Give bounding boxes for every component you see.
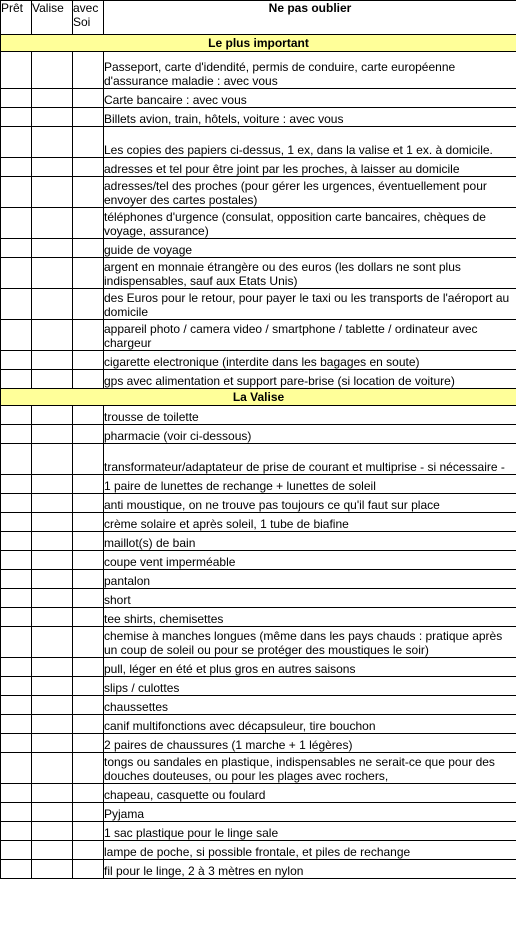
checklist-row: [1, 734, 516, 753]
check-avec-soi-cell[interactable]: [73, 608, 104, 627]
item-text-cell[interactable]: short: [104, 589, 516, 608]
check-valise-cell[interactable]: [32, 425, 73, 444]
item-text-cell[interactable]: adresses et tel pour être joint par les proches, à laisser au domicile: [104, 158, 516, 177]
checklist-row: [1, 494, 516, 513]
check-avec-soi-cell[interactable]: [73, 822, 104, 841]
check-valise-cell[interactable]: [32, 258, 73, 289]
check-pret-cell[interactable]: [1, 513, 32, 532]
check-avec-soi-cell[interactable]: [73, 658, 104, 677]
check-pret-cell[interactable]: [1, 444, 32, 475]
header-valise[interactable]: Valise: [32, 1, 73, 35]
check-valise-cell[interactable]: [32, 841, 73, 860]
checklist-row: [1, 370, 516, 389]
check-avec-soi-cell[interactable]: [73, 208, 104, 239]
header-pret[interactable]: Prêt: [1, 1, 32, 35]
checklist-row: [1, 784, 516, 803]
check-valise-cell[interactable]: [32, 570, 73, 589]
check-pret-cell[interactable]: [1, 127, 32, 158]
checklist-row: [1, 406, 516, 425]
checklist-row: [1, 608, 516, 627]
section-header: [1, 389, 516, 406]
check-pret-cell[interactable]: [1, 351, 32, 370]
header-row: [1, 1, 516, 35]
item-text-cell[interactable]: 1 sac plastique pour le linge sale: [104, 822, 516, 841]
check-valise-cell[interactable]: [32, 551, 73, 570]
check-avec-soi-cell[interactable]: [73, 127, 104, 158]
checklist-row: [1, 589, 516, 608]
check-valise-cell[interactable]: [32, 658, 73, 677]
checklist-row: [1, 860, 516, 879]
item-text-cell[interactable]: pantalon: [104, 570, 516, 589]
check-pret-cell[interactable]: [1, 320, 32, 351]
check-valise-cell[interactable]: [32, 475, 73, 494]
checklist-row: [1, 52, 516, 89]
check-pret-cell[interactable]: [1, 551, 32, 570]
check-valise-cell[interactable]: [32, 158, 73, 177]
checklist-row: [1, 753, 516, 784]
check-valise-cell[interactable]: [32, 513, 73, 532]
checklist-row: [1, 532, 516, 551]
header-ne-pas-oublier[interactable]: Ne pas oublier: [104, 1, 516, 35]
check-avec-soi-cell[interactable]: [73, 239, 104, 258]
check-valise-cell[interactable]: [32, 370, 73, 389]
check-avec-soi-cell[interactable]: [73, 425, 104, 444]
checklist-row: [1, 841, 516, 860]
item-text-cell[interactable]: Les copies des papiers ci-dessus, 1 ex, dans la valise et 1 ex. à domicile.: [104, 127, 516, 158]
checklist-row: [1, 89, 516, 108]
check-pret-cell[interactable]: [1, 475, 32, 494]
check-avec-soi-cell[interactable]: [73, 108, 104, 127]
checklist-row: [1, 822, 516, 841]
item-text-cell[interactable]: adresses/tel des proches (pour gérer les urgences, éventuellement pour envoyer des cartes postales): [104, 177, 516, 208]
check-avec-soi-cell[interactable]: [73, 444, 104, 475]
item-text-cell[interactable]: tongs ou sandales en plastique, indispensables ne serait-ce que pour des douches douteuses, ou pour les plages avec rochers,: [104, 753, 516, 784]
check-avec-soi-cell[interactable]: [73, 734, 104, 753]
item-text-cell[interactable]: des Euros pour le retour, pour payer le taxi ou les transports de l'aéroport au domicile: [104, 289, 516, 320]
item-text-cell[interactable]: guide de voyage: [104, 239, 516, 258]
check-avec-soi-cell[interactable]: [73, 370, 104, 389]
check-avec-soi-cell[interactable]: [73, 589, 104, 608]
item-text-cell[interactable]: argent en monnaie étrangère ou des euros (les dollars ne sont plus indispensables, sauf aux Etats Unis): [104, 258, 516, 289]
check-valise-cell[interactable]: [32, 406, 73, 425]
check-avec-soi-cell[interactable]: [73, 289, 104, 320]
checklist-row: [1, 513, 516, 532]
checklist-row: [1, 715, 516, 734]
checklist-row: [1, 803, 516, 822]
check-pret-cell[interactable]: [1, 177, 32, 208]
check-avec-soi-cell[interactable]: [73, 351, 104, 370]
check-avec-soi-cell[interactable]: [73, 696, 104, 715]
check-valise-cell[interactable]: [32, 784, 73, 803]
checklist-row: [1, 158, 516, 177]
check-avec-soi-cell[interactable]: [73, 177, 104, 208]
check-avec-soi-cell[interactable]: [73, 406, 104, 425]
check-pret-cell[interactable]: [1, 52, 32, 89]
section-title[interactable]: La Valise: [1, 389, 516, 406]
check-pret-cell[interactable]: [1, 258, 32, 289]
item-text-cell[interactable]: tee shirts, chemisettes: [104, 608, 516, 627]
check-avec-soi-cell[interactable]: [73, 570, 104, 589]
check-valise-cell[interactable]: [32, 108, 73, 127]
check-valise-cell[interactable]: [32, 494, 73, 513]
check-valise-cell[interactable]: [32, 696, 73, 715]
check-avec-soi-cell[interactable]: [73, 841, 104, 860]
item-text-cell[interactable]: canif multifonctions avec décapsuleur, tire bouchon: [104, 715, 516, 734]
check-valise-cell[interactable]: [32, 589, 73, 608]
checklist-row: [1, 239, 516, 258]
item-text-cell[interactable]: transformateur/adaptateur de prise de courant et multiprise - si nécessaire -: [104, 444, 516, 475]
checklist-row: [1, 320, 516, 351]
item-text-cell[interactable]: Pyjama: [104, 803, 516, 822]
check-pret-cell[interactable]: [1, 658, 32, 677]
check-valise-cell[interactable]: [32, 608, 73, 627]
item-text-cell[interactable]: appareil photo / camera video / smartphone / tablette / ordinateur avec chargeur: [104, 320, 516, 351]
check-pret-cell[interactable]: [1, 239, 32, 258]
check-pret-cell[interactable]: [1, 494, 32, 513]
checklist-row: [1, 127, 516, 158]
item-text-cell[interactable]: coupe vent imperméable: [104, 551, 516, 570]
checklist-row: [1, 627, 516, 658]
header-avec-soi[interactable]: avec Soi: [73, 1, 104, 35]
check-avec-soi-cell[interactable]: [73, 784, 104, 803]
checklist-row: [1, 289, 516, 320]
check-pret-cell[interactable]: [1, 289, 32, 320]
checklist-row: [1, 177, 516, 208]
check-pret-cell[interactable]: [1, 753, 32, 784]
item-text-cell[interactable]: maillot(s) de bain: [104, 532, 516, 551]
check-pret-cell[interactable]: [1, 803, 32, 822]
checklist-row: [1, 108, 516, 127]
check-pret-cell[interactable]: [1, 208, 32, 239]
check-pret-cell[interactable]: [1, 677, 32, 696]
check-avec-soi-cell[interactable]: [73, 494, 104, 513]
checklist-row: [1, 475, 516, 494]
check-valise-cell[interactable]: [32, 860, 73, 879]
check-pret-cell[interactable]: [1, 608, 32, 627]
check-valise-cell[interactable]: [32, 803, 73, 822]
item-text-cell[interactable]: pharmacie (voir ci-dessous): [104, 425, 516, 444]
check-pret-cell[interactable]: [1, 734, 32, 753]
item-text-cell[interactable]: pull, léger en été et plus gros en autres saisons: [104, 658, 516, 677]
check-avec-soi-cell[interactable]: [73, 158, 104, 177]
check-valise-cell[interactable]: [32, 822, 73, 841]
check-avec-soi-cell[interactable]: [73, 513, 104, 532]
checklist-row: [1, 570, 516, 589]
item-text-cell[interactable]: trousse de toilette: [104, 406, 516, 425]
check-avec-soi-cell[interactable]: [73, 551, 104, 570]
check-pret-cell[interactable]: [1, 425, 32, 444]
check-avec-soi-cell[interactable]: [73, 627, 104, 658]
checklist-row: [1, 551, 516, 570]
check-valise-cell[interactable]: [32, 208, 73, 239]
check-avec-soi-cell[interactable]: [73, 753, 104, 784]
check-pret-cell[interactable]: [1, 370, 32, 389]
check-avec-soi-cell[interactable]: [73, 677, 104, 696]
checklist-row: [1, 677, 516, 696]
check-avec-soi-cell[interactable]: [73, 258, 104, 289]
check-avec-soi-cell[interactable]: [73, 532, 104, 551]
item-text-cell[interactable]: chemise à manches longues (même dans les pays chauds : pratique après un coup de soleil ou pour se protéger des moustiques le soir): [104, 627, 516, 658]
check-avec-soi-cell[interactable]: [73, 803, 104, 822]
check-pret-cell[interactable]: [1, 406, 32, 425]
check-pret-cell[interactable]: [1, 570, 32, 589]
check-avec-soi-cell[interactable]: [73, 89, 104, 108]
item-text-cell[interactable]: anti moustique, on ne trouve pas toujours ce qu'il faut sur place: [104, 494, 516, 513]
item-text-cell[interactable]: Carte bancaire : avec vous: [104, 89, 516, 108]
check-avec-soi-cell[interactable]: [73, 320, 104, 351]
check-avec-soi-cell[interactable]: [73, 52, 104, 89]
checklist-row: [1, 658, 516, 677]
check-pret-cell[interactable]: [1, 589, 32, 608]
check-pret-cell[interactable]: [1, 627, 32, 658]
check-valise-cell[interactable]: [32, 734, 73, 753]
check-valise-cell[interactable]: [32, 532, 73, 551]
check-valise-cell[interactable]: [32, 289, 73, 320]
check-valise-cell[interactable]: [32, 177, 73, 208]
checklist-row: [1, 351, 516, 370]
check-pret-cell[interactable]: [1, 860, 32, 879]
check-valise-cell[interactable]: [32, 127, 73, 158]
checklist-row: [1, 696, 516, 715]
item-text-cell[interactable]: téléphones d'urgence (consulat, opposition carte bancaires, chèques de voyage, assurance): [104, 208, 516, 239]
item-text-cell[interactable]: Passeport, carte d'idendité, permis de conduire, carte européenne d'assurance maladie : avec vous: [104, 52, 516, 89]
checklist-row: [1, 258, 516, 289]
item-text-cell[interactable]: lampe de poche, si possible frontale, et piles de rechange: [104, 841, 516, 860]
item-text-cell[interactable]: cigarette electronique (interdite dans les bagages en soute): [104, 351, 516, 370]
check-pret-cell[interactable]: [1, 715, 32, 734]
item-text-cell[interactable]: fil pour le linge, 2 à 3 mètres en nylon: [104, 860, 516, 879]
check-valise-cell[interactable]: [32, 351, 73, 370]
item-text-cell[interactable]: crème solaire et après soleil, 1 tube de biafine: [104, 513, 516, 532]
check-pret-cell[interactable]: [1, 841, 32, 860]
item-text-cell[interactable]: 1 paire de lunettes de rechange + lunettes de soleil: [104, 475, 516, 494]
item-text-cell[interactable]: Billets avion, train, hôtels, voiture : avec vous: [104, 108, 516, 127]
check-pret-cell[interactable]: [1, 532, 32, 551]
check-valise-cell[interactable]: [32, 627, 73, 658]
item-text-cell[interactable]: gps avec alimentation et support pare-brise (si location de voiture): [104, 370, 516, 389]
check-pret-cell[interactable]: [1, 822, 32, 841]
check-valise-cell[interactable]: [32, 444, 73, 475]
check-valise-cell[interactable]: [32, 320, 73, 351]
checklist-row: [1, 444, 516, 475]
item-text-cell[interactable]: chapeau, casquette ou foulard: [104, 784, 516, 803]
item-text-cell[interactable]: 2 paires de chaussures (1 marche + 1 légères): [104, 734, 516, 753]
check-pret-cell[interactable]: [1, 89, 32, 108]
checklist-row: [1, 425, 516, 444]
checklist-row: [1, 208, 516, 239]
check-valise-cell[interactable]: [32, 89, 73, 108]
item-text-cell[interactable]: chaussettes: [104, 696, 516, 715]
check-valise-cell[interactable]: [32, 753, 73, 784]
check-pret-cell[interactable]: [1, 784, 32, 803]
section-header: [1, 35, 516, 52]
check-valise-cell[interactable]: [32, 239, 73, 258]
check-avec-soi-cell[interactable]: [73, 715, 104, 734]
check-avec-soi-cell[interactable]: [73, 860, 104, 879]
item-text-cell[interactable]: slips / culottes: [104, 677, 516, 696]
check-pret-cell[interactable]: [1, 158, 32, 177]
check-valise-cell[interactable]: [32, 715, 73, 734]
check-valise-cell[interactable]: [32, 52, 73, 89]
check-pret-cell[interactable]: [1, 696, 32, 715]
section-title[interactable]: Le plus important: [1, 35, 516, 52]
check-avec-soi-cell[interactable]: [73, 475, 104, 494]
check-valise-cell[interactable]: [32, 677, 73, 696]
check-pret-cell[interactable]: [1, 108, 32, 127]
